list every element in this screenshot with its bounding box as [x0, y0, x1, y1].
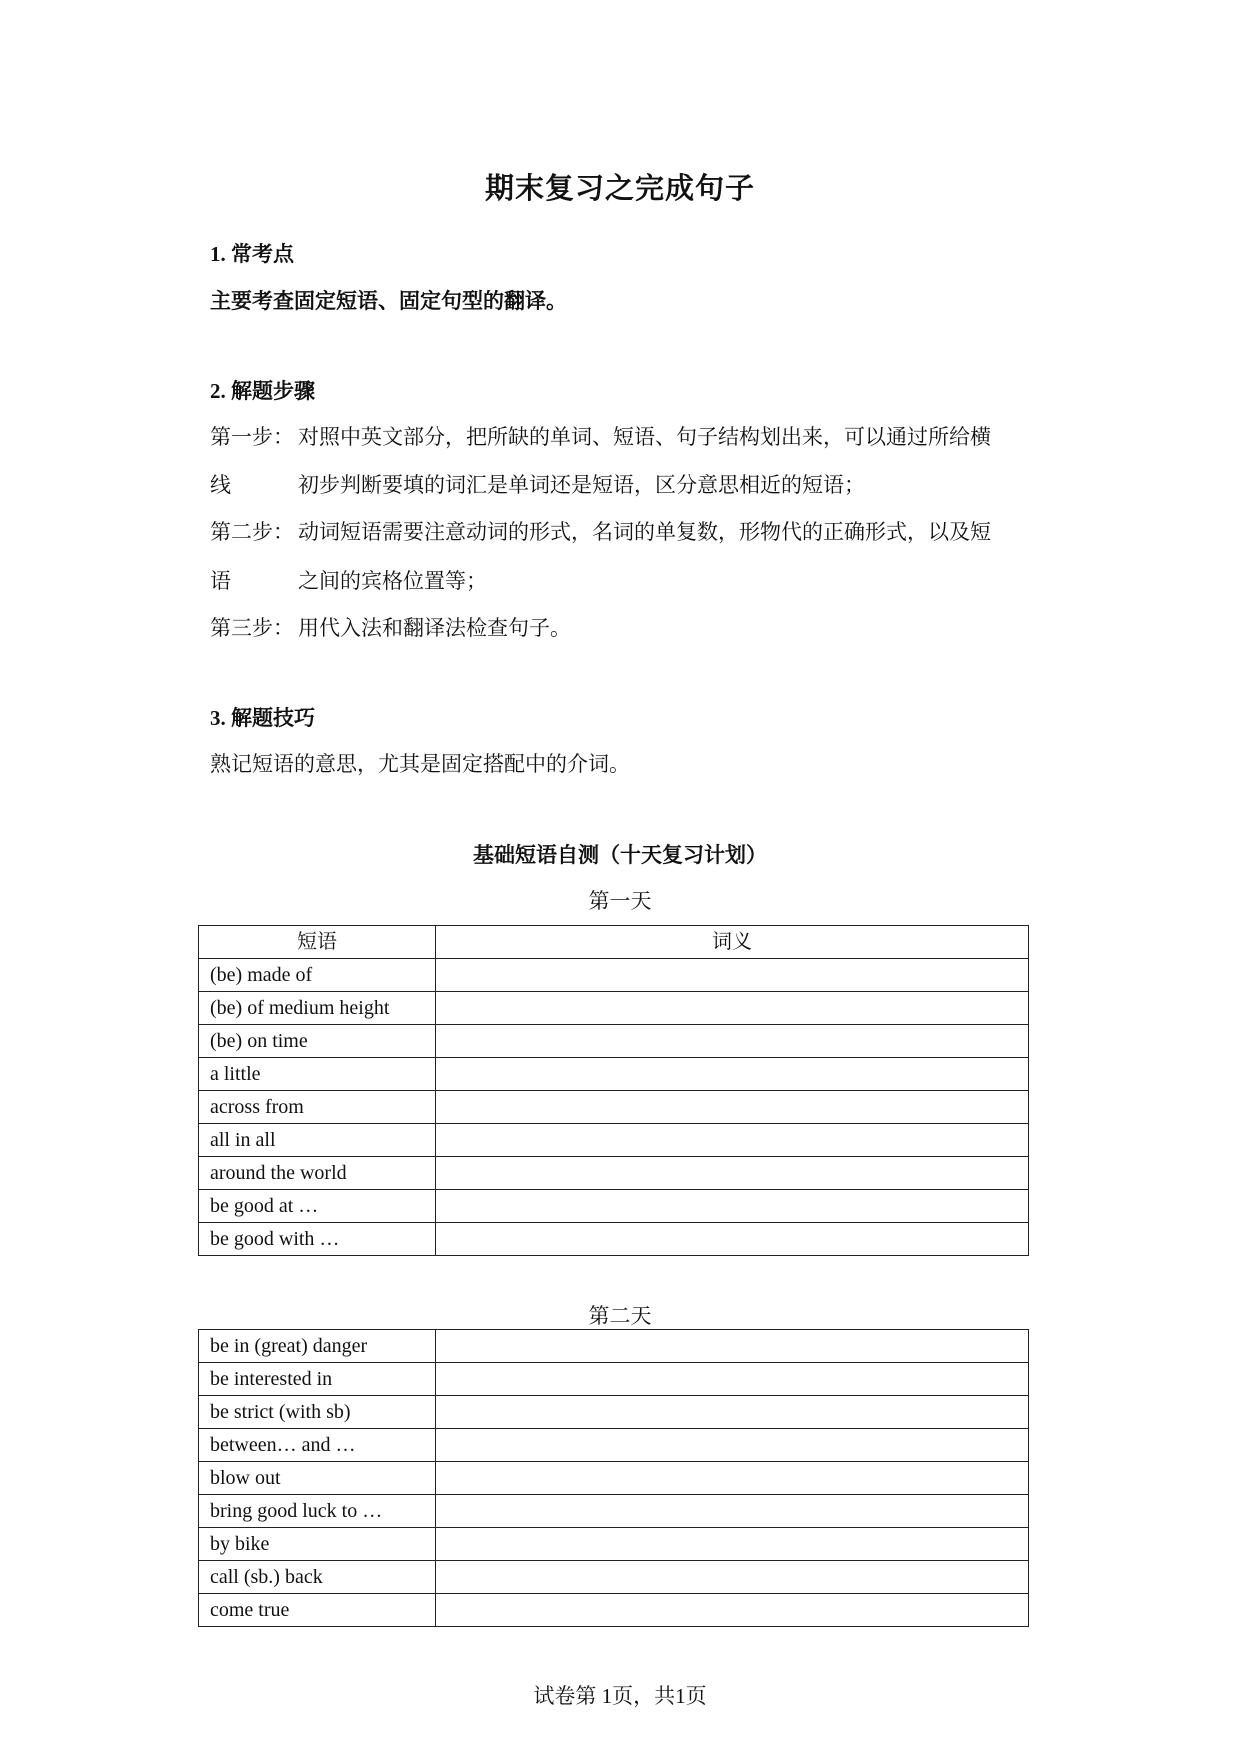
- table-header-row: [199, 926, 1029, 959]
- meaning-answer-cell[interactable]: [436, 1190, 1029, 1223]
- phrase-cell: between… and …: [199, 1429, 436, 1462]
- plan-title: 基础短语自测（十天复习计划）: [473, 843, 767, 867]
- table-row: [199, 1091, 1029, 1124]
- phrase-cell: come true: [199, 1594, 436, 1627]
- meaning-answer-cell[interactable]: [436, 1561, 1029, 1594]
- meaning-answer-cell[interactable]: [436, 959, 1029, 992]
- step-2-label: 第二步：: [210, 520, 294, 544]
- table-row: [199, 1429, 1029, 1462]
- step-2-text: 动词短语需要注意动词的形式，名词的单复数，形物代的正确形式，以及短: [298, 520, 991, 544]
- phrase-cell: bring good luck to …: [199, 1495, 436, 1528]
- step-2-line-2: [210, 565, 1040, 595]
- phrase-cell: be interested in: [199, 1363, 436, 1396]
- section-1-heading: 1. 常考点: [210, 242, 294, 266]
- section-1-text: 主要考查固定短语、固定句型的翻译。: [210, 289, 567, 313]
- step-1-text: 对照中英文部分，把所缺的单词、短语、句子结构划出来，可以通过所给横: [298, 425, 991, 449]
- phrase-cell: (be) of medium height: [199, 992, 436, 1025]
- column-header-phrase: 短语: [199, 926, 436, 959]
- phrase-cell: (be) made of: [199, 959, 436, 992]
- table-row: [199, 1223, 1029, 1256]
- meaning-answer-cell[interactable]: [436, 1528, 1029, 1561]
- step-1-line-2: [210, 469, 1040, 499]
- table-row: [199, 1462, 1029, 1495]
- phrase-cell: by bike: [199, 1528, 436, 1561]
- meaning-answer-cell[interactable]: [436, 1429, 1029, 1462]
- document-title: 期末复习之完成句子: [484, 173, 755, 205]
- phrase-cell: across from: [199, 1091, 436, 1124]
- step-3-line: [210, 612, 1040, 642]
- phrase-cell: (be) on time: [199, 1025, 436, 1058]
- phrase-cell: all in all: [199, 1124, 436, 1157]
- table-row: [199, 1058, 1029, 1091]
- table-row: [199, 1561, 1029, 1594]
- meaning-answer-cell[interactable]: [436, 1495, 1029, 1528]
- meaning-answer-cell[interactable]: [436, 1124, 1029, 1157]
- phrase-cell: around the world: [199, 1157, 436, 1190]
- step-1-text-continued: 初步判断要填的词汇是单词还是短语，区分意思相近的短语；: [298, 473, 865, 497]
- meaning-answer-cell[interactable]: [436, 1462, 1029, 1495]
- phrase-cell: be strict (with sb): [199, 1396, 436, 1429]
- meaning-answer-cell[interactable]: [436, 1058, 1029, 1091]
- step-3-label: 第三步：: [210, 616, 294, 640]
- table-row: [199, 1396, 1029, 1429]
- day-1-label: 第一天: [588, 889, 652, 913]
- meaning-answer-cell[interactable]: [436, 992, 1029, 1025]
- table-row: [199, 992, 1029, 1025]
- table-row: [199, 1124, 1029, 1157]
- table-row: [199, 1190, 1029, 1223]
- column-header-meaning: 词义: [436, 926, 1029, 959]
- phrase-cell: a little: [199, 1058, 436, 1091]
- section-3-text: 熟记短语的意思，尤其是固定搭配中的介词。: [210, 752, 630, 776]
- step-2-line-1: [210, 516, 1040, 546]
- phrase-cell: blow out: [199, 1462, 436, 1495]
- section-2-heading: 2. 解题步骤: [210, 379, 315, 403]
- phrase-cell: call (sb.) back: [199, 1561, 436, 1594]
- meaning-answer-cell[interactable]: [436, 1157, 1029, 1190]
- meaning-answer-cell[interactable]: [436, 1396, 1029, 1429]
- meaning-answer-cell[interactable]: [436, 1330, 1029, 1363]
- day-1-table: [198, 925, 1029, 1256]
- phrase-cell: be good with …: [199, 1223, 436, 1256]
- meaning-answer-cell[interactable]: [436, 1594, 1029, 1627]
- day-2-label: 第二天: [588, 1304, 652, 1328]
- day-2-table: [198, 1329, 1029, 1627]
- meaning-answer-cell[interactable]: [436, 1363, 1029, 1396]
- table-row: [199, 1363, 1029, 1396]
- page-footer: 试卷第 1页，共1页: [533, 1684, 707, 1708]
- table-row: [199, 1495, 1029, 1528]
- phrase-cell: be good at …: [199, 1190, 436, 1223]
- table-row: [199, 1330, 1029, 1363]
- step-1-line-1: [210, 421, 1040, 451]
- step-1-wrap-char: 线: [210, 473, 231, 497]
- meaning-answer-cell[interactable]: [436, 1025, 1029, 1058]
- table-row: [199, 1528, 1029, 1561]
- table-row: [199, 1025, 1029, 1058]
- meaning-answer-cell[interactable]: [436, 1223, 1029, 1256]
- step-2-wrap-char: 语: [210, 569, 231, 593]
- table-row: [199, 1594, 1029, 1627]
- meaning-answer-cell[interactable]: [436, 1091, 1029, 1124]
- table-row: [199, 959, 1029, 992]
- step-1-label: 第一步：: [210, 425, 294, 449]
- step-2-text-continued: 之间的宾格位置等；: [298, 569, 487, 593]
- section-3-heading: 3. 解题技巧: [210, 706, 315, 730]
- phrase-cell: be in (great) danger: [199, 1330, 436, 1363]
- step-3-text: 用代入法和翻译法检查句子。: [298, 616, 571, 640]
- table-row: [199, 1157, 1029, 1190]
